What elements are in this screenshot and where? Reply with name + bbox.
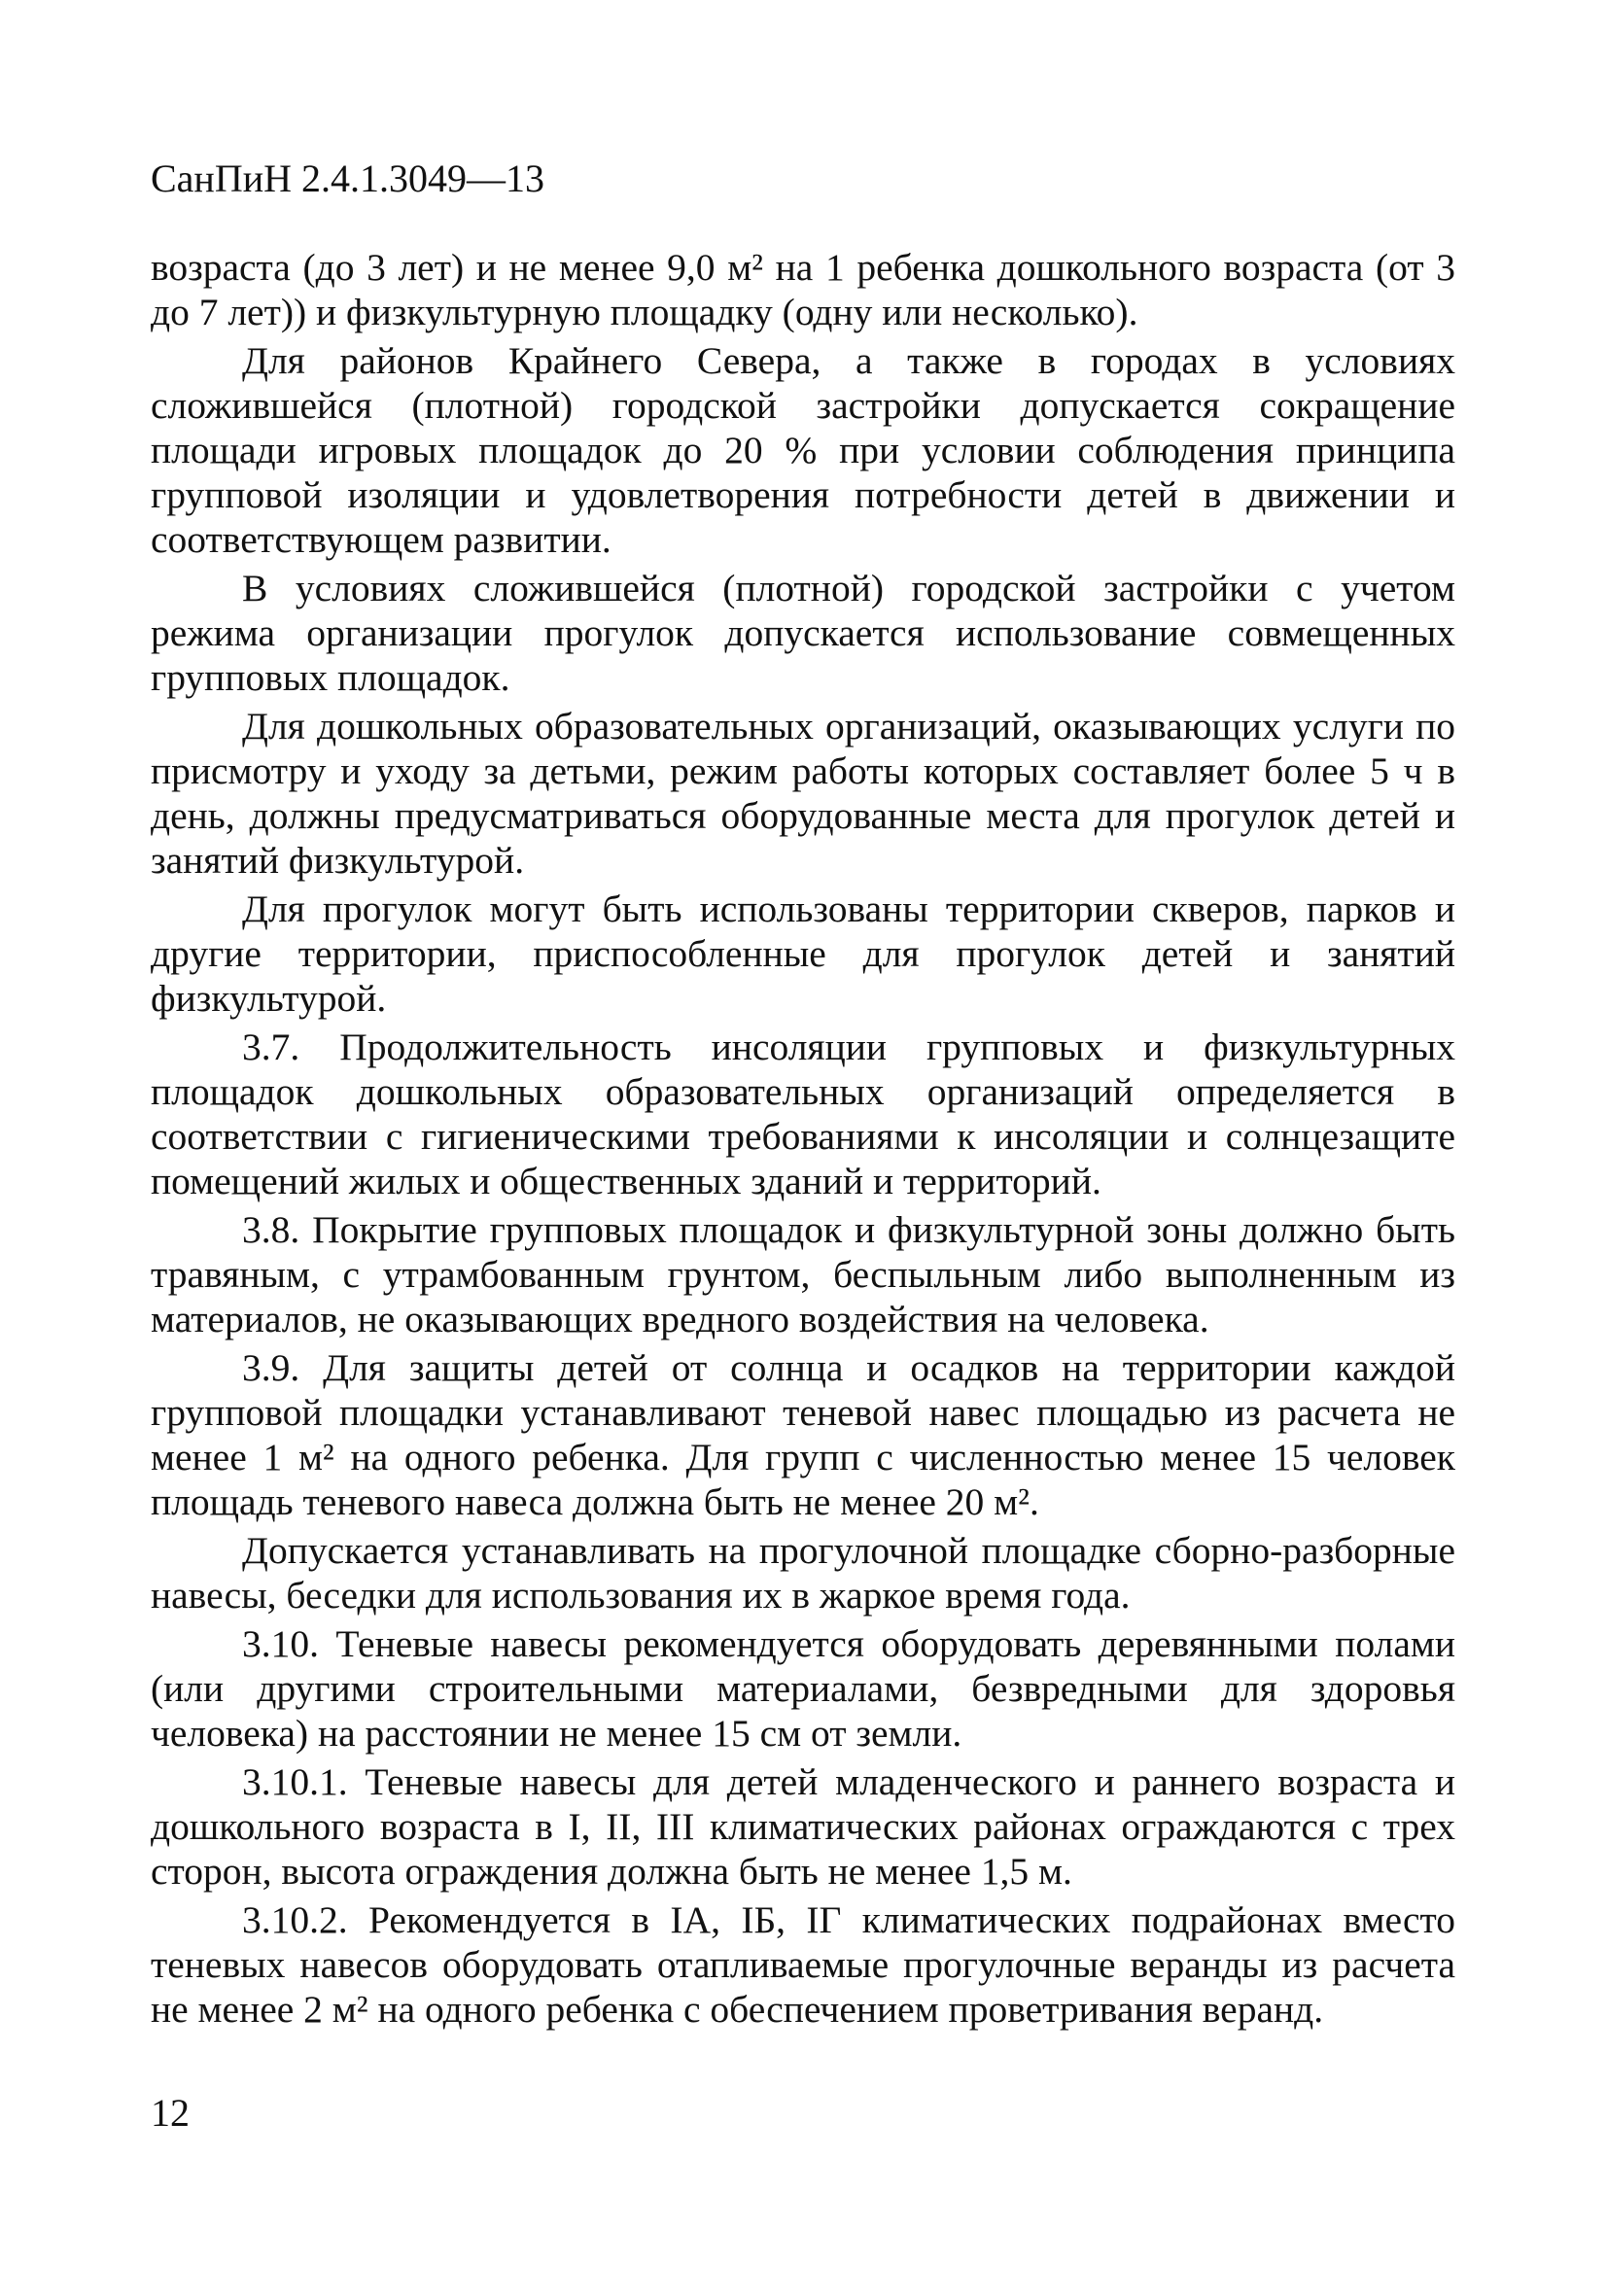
paragraph-3-10-1: 3.10.1. Теневые навесы для детей младенческого и раннего возраста и дошкольного возраста в I, II, III климатических районах ограждаются с трех сторон, высота ограждения должна быть не менее 1,5 м. bbox=[151, 1760, 1455, 1893]
paragraph-3-10-2: 3.10.2. Рекомендуется в IА, IБ, IГ климатических подрайонах вместо теневых навесов оборудовать отапливаемые прогулочные веранды из расчета не менее 2 м² на одного ребенка с обеспечением проветривания веранд. bbox=[151, 1898, 1455, 2031]
paragraph-3-9: 3.9. Для защиты детей от солнца и осадков на территории каждой групповой площадки устанавливают теневой навес площадью из расчета не менее 1 м² на одного ребенка. Для групп с численностью менее 15 человек площадь теневого навеса должна быть не менее 20 м². bbox=[151, 1346, 1455, 1523]
body-text bbox=[151, 245, 1455, 2035]
paragraph-care-services: Для дошкольных образовательных организаций, оказывающих услуги по присмотру и уходу за детьми, режим работы которых составляет более 5 ч в день, должны предусматриваться оборудованные места для прогулок детей и занятий физкультурой. bbox=[151, 705, 1455, 882]
paragraph-combined-areas: В условиях сложившейся (плотной) городской застройки с учетом режима организации прогулок допускается использование совмещенных групповых площадок. bbox=[151, 567, 1455, 699]
paragraph-3-10: 3.10. Теневые навесы рекомендуется оборудовать деревянными полами (или другими строительными материалами, безвредными для здоровья человека) на расстоянии не менее 15 см от земли. bbox=[151, 1622, 1455, 1755]
paragraph-collapsible-canopies: Допускается устанавливать на прогулочной площадке сборно-разборные навесы, беседки для использования их в жаркое время года. bbox=[151, 1529, 1455, 1617]
paragraph-far-north: Для районов Крайнего Севера, а также в городах в условиях сложившейся (плотной) городской застройки допускается сокращение площади игровых площадок до 20 % при условии соблюдения принципа групповой изоляции и удовлетворения потребности детей в движении и соответствующем развитии. bbox=[151, 339, 1455, 561]
paragraph-3-8: 3.8. Покрытие групповых площадок и физкультурной зоны должно быть травяным, с утрамбованным грунтом, беспыльным либо выполненным из материалов, не оказывающих вредного воздействия на человека. bbox=[151, 1208, 1455, 1340]
page-number: 12 bbox=[151, 2091, 190, 2135]
paragraph-3-7: 3.7. Продолжительность инсоляции групповых и физкультурных площадок дошкольных образовательных организаций определяется в соответствии с гигиеническими требованиями к инсоляции и солнцезащите помещений жилых и общественных зданий и территорий. bbox=[151, 1026, 1455, 1202]
paragraph-parks: Для прогулок могут быть использованы территории скверов, парков и другие территории, приспособленные для прогулок детей и занятий физкультурой. bbox=[151, 887, 1455, 1020]
running-header: СанПиН 2.4.1.3049—13 bbox=[151, 157, 545, 200]
paragraph-continuation: возраста (до 3 лет) и не менее 9,0 м² на 1 ребенка дошкольного возраста (от 3 до 7 лет)) и физкультурную площадку (одну или несколько). bbox=[151, 246, 1455, 333]
